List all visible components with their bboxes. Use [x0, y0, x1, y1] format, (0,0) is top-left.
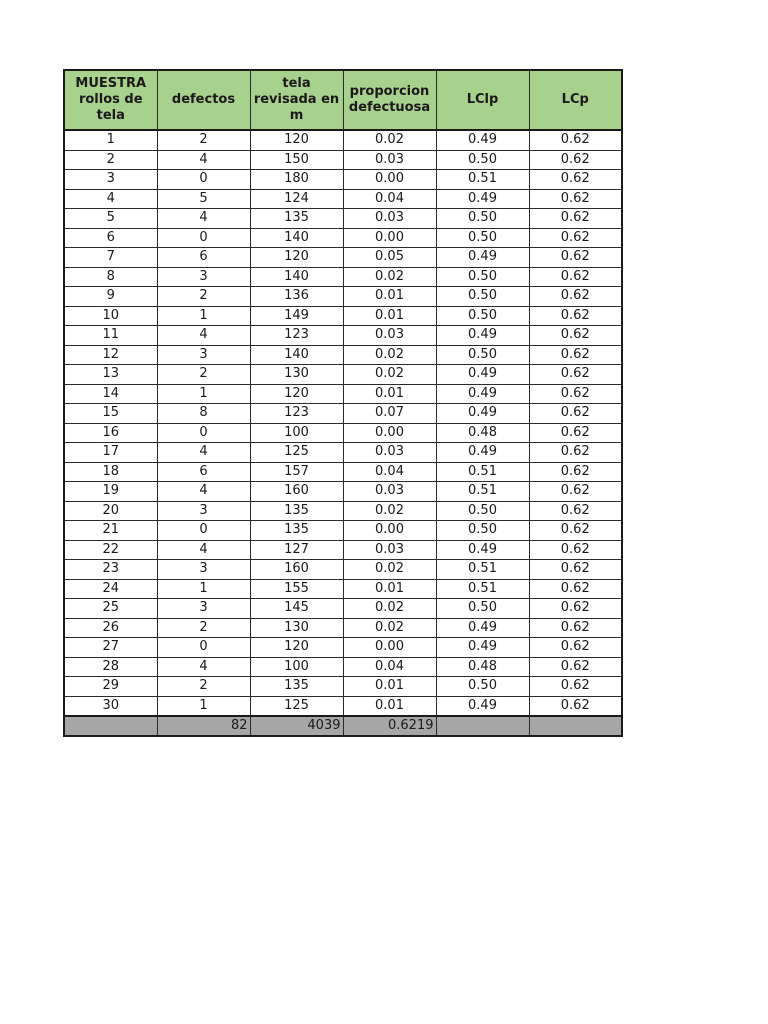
table-cell[interactable]: 0.49: [436, 384, 529, 404]
table-body: [64, 130, 622, 716]
totals-cell[interactable]: [64, 716, 157, 736]
table-cell[interactable]: 3: [157, 345, 250, 365]
table-cell[interactable]: 0.50: [436, 228, 529, 248]
table-cell[interactable]: 0.49: [436, 443, 529, 463]
header-label: tela revisada en m: [253, 76, 340, 123]
table-row: [64, 618, 622, 638]
table-cell[interactable]: 0.49: [436, 130, 529, 150]
table-cell[interactable]: 3: [157, 501, 250, 521]
table-cell[interactable]: 140: [250, 267, 343, 287]
table-cell[interactable]: 135: [250, 209, 343, 229]
spreadsheet-table: [63, 69, 623, 737]
table-cell[interactable]: 0.49: [436, 326, 529, 346]
table-cell[interactable]: 0.50: [436, 501, 529, 521]
table-row: [64, 599, 622, 619]
table-cell[interactable]: 0.62: [529, 345, 622, 365]
table-cell[interactable]: 0.62: [529, 384, 622, 404]
table-cell[interactable]: 27: [64, 638, 157, 658]
table-cell[interactable]: 5: [64, 209, 157, 229]
table-cell[interactable]: 0: [157, 228, 250, 248]
header-label: MUESTRA rollos de tela: [75, 76, 147, 123]
header-label: LClp: [466, 92, 499, 107]
table-cell[interactable]: 0.62: [529, 540, 622, 560]
table-cell[interactable]: 2: [157, 287, 250, 307]
table-cell[interactable]: 0.49: [436, 696, 529, 716]
table-cell[interactable]: 0.02: [343, 501, 436, 521]
table-cell[interactable]: 6: [157, 462, 250, 482]
table-cell[interactable]: 120: [250, 248, 343, 268]
totals-cell[interactable]: 4039: [250, 716, 343, 736]
table-row: [64, 521, 622, 541]
table-cell[interactable]: 0.62: [529, 599, 622, 619]
table-cell[interactable]: 0.02: [343, 365, 436, 385]
totals-cell[interactable]: [529, 716, 622, 736]
table-row: [64, 482, 622, 502]
table-cell[interactable]: 0.62: [529, 579, 622, 599]
table-cell[interactable]: 22: [64, 540, 157, 560]
table-cell[interactable]: 0.62: [529, 482, 622, 502]
table-cell[interactable]: 3: [157, 267, 250, 287]
table-cell[interactable]: 4: [157, 326, 250, 346]
table-cell[interactable]: 0.01: [343, 696, 436, 716]
table-cell[interactable]: 20: [64, 501, 157, 521]
table-cell[interactable]: 0.50: [436, 267, 529, 287]
table-cell[interactable]: 135: [250, 521, 343, 541]
table-cell[interactable]: 4: [157, 657, 250, 677]
table-cell[interactable]: 0.62: [529, 677, 622, 697]
table-cell[interactable]: 0.62: [529, 365, 622, 385]
table-cell[interactable]: 3: [157, 560, 250, 580]
header-cell-tela-revisada[interactable]: [250, 70, 343, 130]
table-cell[interactable]: 14: [64, 384, 157, 404]
table-row: [64, 228, 622, 248]
table-cell[interactable]: 0.62: [529, 462, 622, 482]
table-row: [64, 677, 622, 697]
table-cell[interactable]: 123: [250, 404, 343, 424]
table-cell[interactable]: 2: [64, 150, 157, 170]
table-cell[interactable]: 0.50: [436, 306, 529, 326]
table-row: [64, 170, 622, 190]
table-cell[interactable]: 0.48: [436, 657, 529, 677]
table-cell[interactable]: 2: [157, 365, 250, 385]
table-cell[interactable]: 0: [157, 521, 250, 541]
table-cell[interactable]: 157: [250, 462, 343, 482]
table-cell[interactable]: 0.62: [529, 638, 622, 658]
table-cell[interactable]: 0.01: [343, 384, 436, 404]
table-row: [64, 540, 622, 560]
table-cell[interactable]: 4: [157, 209, 250, 229]
table-cell[interactable]: 2: [157, 618, 250, 638]
table-cell[interactable]: 4: [157, 443, 250, 463]
totals-row: [64, 716, 622, 736]
table-row: [64, 462, 622, 482]
table-cell[interactable]: 120: [250, 384, 343, 404]
table-row: [64, 501, 622, 521]
table-cell[interactable]: 0.51: [436, 560, 529, 580]
table-cell[interactable]: 0.03: [343, 209, 436, 229]
table-cell[interactable]: 0.62: [529, 130, 622, 150]
table-cell[interactable]: 0.00: [343, 638, 436, 658]
table-cell[interactable]: 1: [157, 384, 250, 404]
table-row: [64, 306, 622, 326]
table-cell[interactable]: 0.50: [436, 521, 529, 541]
table-cell[interactable]: 0.50: [436, 345, 529, 365]
table-cell[interactable]: 0.01: [343, 579, 436, 599]
table-cell[interactable]: 17: [64, 443, 157, 463]
table-cell[interactable]: 4: [157, 482, 250, 502]
table-cell[interactable]: 0.00: [343, 521, 436, 541]
table-cell[interactable]: 0: [157, 423, 250, 443]
header-label: defectos: [171, 92, 236, 107]
table-cell[interactable]: 0.04: [343, 462, 436, 482]
table-cell[interactable]: 120: [250, 638, 343, 658]
table-cell[interactable]: 28: [64, 657, 157, 677]
table-cell[interactable]: 100: [250, 657, 343, 677]
table-row: [64, 365, 622, 385]
table-cell[interactable]: 130: [250, 618, 343, 638]
table-cell[interactable]: 0.62: [529, 501, 622, 521]
table-cell[interactable]: 120: [250, 130, 343, 150]
table-cell[interactable]: 6: [157, 248, 250, 268]
table-cell[interactable]: 0.02: [343, 345, 436, 365]
table-cell[interactable]: 0.02: [343, 560, 436, 580]
table-cell[interactable]: 10: [64, 306, 157, 326]
table-cell[interactable]: 0.00: [343, 170, 436, 190]
table-cell[interactable]: 16: [64, 423, 157, 443]
table-cell[interactable]: 0.62: [529, 189, 622, 209]
table-cell[interactable]: 23: [64, 560, 157, 580]
table-cell[interactable]: 0.00: [343, 423, 436, 443]
table-row: [64, 130, 622, 150]
table-cell[interactable]: 0.50: [436, 287, 529, 307]
table-cell[interactable]: 0.07: [343, 404, 436, 424]
table-cell[interactable]: 0.48: [436, 423, 529, 443]
table-cell[interactable]: 127: [250, 540, 343, 560]
table-cell[interactable]: 0.49: [436, 365, 529, 385]
table-row: [64, 326, 622, 346]
table-row: [64, 696, 622, 716]
table-cell[interactable]: 7: [64, 248, 157, 268]
table-cell[interactable]: 100: [250, 423, 343, 443]
table-cell[interactable]: 135: [250, 501, 343, 521]
table-cell[interactable]: 0.62: [529, 696, 622, 716]
table-cell[interactable]: 0.04: [343, 189, 436, 209]
header-cell-lclp[interactable]: [436, 70, 529, 130]
table-cell[interactable]: 11: [64, 326, 157, 346]
header-label: LCp: [561, 92, 589, 107]
table-cell[interactable]: 0: [157, 638, 250, 658]
table-cell[interactable]: 30: [64, 696, 157, 716]
table-cell[interactable]: 125: [250, 696, 343, 716]
table-cell[interactable]: 149: [250, 306, 343, 326]
table-cell[interactable]: 150: [250, 150, 343, 170]
table-cell[interactable]: 180: [250, 170, 343, 190]
table-row: [64, 560, 622, 580]
table-cell[interactable]: 19: [64, 482, 157, 502]
table-cell[interactable]: 5: [157, 189, 250, 209]
header-cell-muestra[interactable]: [64, 70, 157, 130]
table-cell[interactable]: 0.03: [343, 482, 436, 502]
table-cell[interactable]: 9: [64, 287, 157, 307]
table-cell[interactable]: 155: [250, 579, 343, 599]
table-cell[interactable]: 0.50: [436, 150, 529, 170]
table-cell[interactable]: 0.49: [436, 189, 529, 209]
totals-cell[interactable]: 82: [157, 716, 250, 736]
table-cell[interactable]: 0.50: [436, 599, 529, 619]
header-cell-defectos[interactable]: [157, 70, 250, 130]
table-cell[interactable]: 0.49: [436, 248, 529, 268]
table-cell[interactable]: 2: [157, 677, 250, 697]
header-cell-lcp[interactable]: [529, 70, 622, 130]
table-row: [64, 209, 622, 229]
table-cell[interactable]: 4: [157, 540, 250, 560]
table-cell[interactable]: 0.02: [343, 599, 436, 619]
table-cell[interactable]: 0.62: [529, 560, 622, 580]
table-cell[interactable]: 0.03: [343, 443, 436, 463]
table-cell[interactable]: 13: [64, 365, 157, 385]
table-cell[interactable]: 1: [64, 130, 157, 150]
table-cell[interactable]: 0.62: [529, 521, 622, 541]
table-cell[interactable]: 0.49: [436, 618, 529, 638]
table-cell[interactable]: 0.62: [529, 443, 622, 463]
table-cell[interactable]: 0.62: [529, 306, 622, 326]
table-cell[interactable]: 6: [64, 228, 157, 248]
totals-cell[interactable]: [436, 716, 529, 736]
table-cell[interactable]: 0.62: [529, 150, 622, 170]
table-cell[interactable]: 8: [157, 404, 250, 424]
table-cell[interactable]: 123: [250, 326, 343, 346]
table-cell[interactable]: 0.03: [343, 326, 436, 346]
table-cell[interactable]: 0.49: [436, 638, 529, 658]
table-cell[interactable]: 4: [64, 189, 157, 209]
table-cell[interactable]: 0.62: [529, 228, 622, 248]
table-row: [64, 287, 622, 307]
table-cell[interactable]: 26: [64, 618, 157, 638]
table-cell[interactable]: 1: [157, 696, 250, 716]
table-cell[interactable]: 0.01: [343, 306, 436, 326]
table-cell[interactable]: 160: [250, 482, 343, 502]
table-cell[interactable]: 0.02: [343, 618, 436, 638]
table-cell[interactable]: 140: [250, 345, 343, 365]
table-cell[interactable]: 0.62: [529, 267, 622, 287]
header-row: [64, 70, 622, 130]
table-cell[interactable]: 21: [64, 521, 157, 541]
table-cell[interactable]: 0.62: [529, 170, 622, 190]
table-row: [64, 657, 622, 677]
table-cell[interactable]: 0.50: [436, 209, 529, 229]
table-row: [64, 404, 622, 424]
table-cell[interactable]: 0.62: [529, 404, 622, 424]
table-cell[interactable]: 0.01: [343, 677, 436, 697]
table-row: [64, 384, 622, 404]
table-cell[interactable]: 0.03: [343, 540, 436, 560]
table-row: [64, 248, 622, 268]
table-cell[interactable]: 0.02: [343, 130, 436, 150]
table-cell[interactable]: 0: [157, 170, 250, 190]
table-row: [64, 579, 622, 599]
table-cell[interactable]: 0.62: [529, 657, 622, 677]
table-cell[interactable]: 0.62: [529, 423, 622, 443]
table-cell[interactable]: 0.03: [343, 150, 436, 170]
table-cell[interactable]: 136: [250, 287, 343, 307]
table-row: [64, 423, 622, 443]
table-cell[interactable]: 18: [64, 462, 157, 482]
table-cell[interactable]: 0.51: [436, 579, 529, 599]
table-cell[interactable]: 1: [157, 579, 250, 599]
table-cell[interactable]: 0.62: [529, 326, 622, 346]
table-cell[interactable]: 3: [157, 599, 250, 619]
table-cell[interactable]: 2: [157, 130, 250, 150]
table-cell[interactable]: 0.50: [436, 677, 529, 697]
table-cell[interactable]: 160: [250, 560, 343, 580]
table-row: [64, 150, 622, 170]
table-cell[interactable]: 3: [64, 170, 157, 190]
table-cell[interactable]: 0.04: [343, 657, 436, 677]
table-cell[interactable]: 24: [64, 579, 157, 599]
table-cell[interactable]: 8: [64, 267, 157, 287]
table-cell[interactable]: 12: [64, 345, 157, 365]
table-row: [64, 267, 622, 287]
table-cell[interactable]: 0.62: [529, 209, 622, 229]
table-cell[interactable]: 4: [157, 150, 250, 170]
table-cell[interactable]: 0.51: [436, 462, 529, 482]
table-cell[interactable]: 0.62: [529, 248, 622, 268]
table-cell[interactable]: 0.49: [436, 540, 529, 560]
table-row: [64, 443, 622, 463]
totals-cell[interactable]: 0.6219: [343, 716, 436, 736]
table-cell[interactable]: 0.05: [343, 248, 436, 268]
table-cell[interactable]: 25: [64, 599, 157, 619]
table-cell[interactable]: 125: [250, 443, 343, 463]
table-row: [64, 345, 622, 365]
table-cell[interactable]: 0.62: [529, 287, 622, 307]
table-cell[interactable]: 140: [250, 228, 343, 248]
table-row: [64, 189, 622, 209]
table-row: [64, 638, 622, 658]
table-cell[interactable]: 130: [250, 365, 343, 385]
table-cell[interactable]: 0.00: [343, 228, 436, 248]
table-cell[interactable]: 135: [250, 677, 343, 697]
table-cell[interactable]: 145: [250, 599, 343, 619]
table-cell[interactable]: 15: [64, 404, 157, 424]
table-cell[interactable]: 29: [64, 677, 157, 697]
table-cell[interactable]: 0.01: [343, 287, 436, 307]
table-cell[interactable]: 0.51: [436, 482, 529, 502]
table-cell[interactable]: 0.49: [436, 404, 529, 424]
header-label: proporcion defectuosa: [348, 84, 431, 115]
header-cell-proporcion[interactable]: [343, 70, 436, 130]
table-cell[interactable]: 0.62: [529, 618, 622, 638]
table-cell[interactable]: 1: [157, 306, 250, 326]
table-cell[interactable]: 124: [250, 189, 343, 209]
table-cell[interactable]: 0.02: [343, 267, 436, 287]
table-cell[interactable]: 0.51: [436, 170, 529, 190]
